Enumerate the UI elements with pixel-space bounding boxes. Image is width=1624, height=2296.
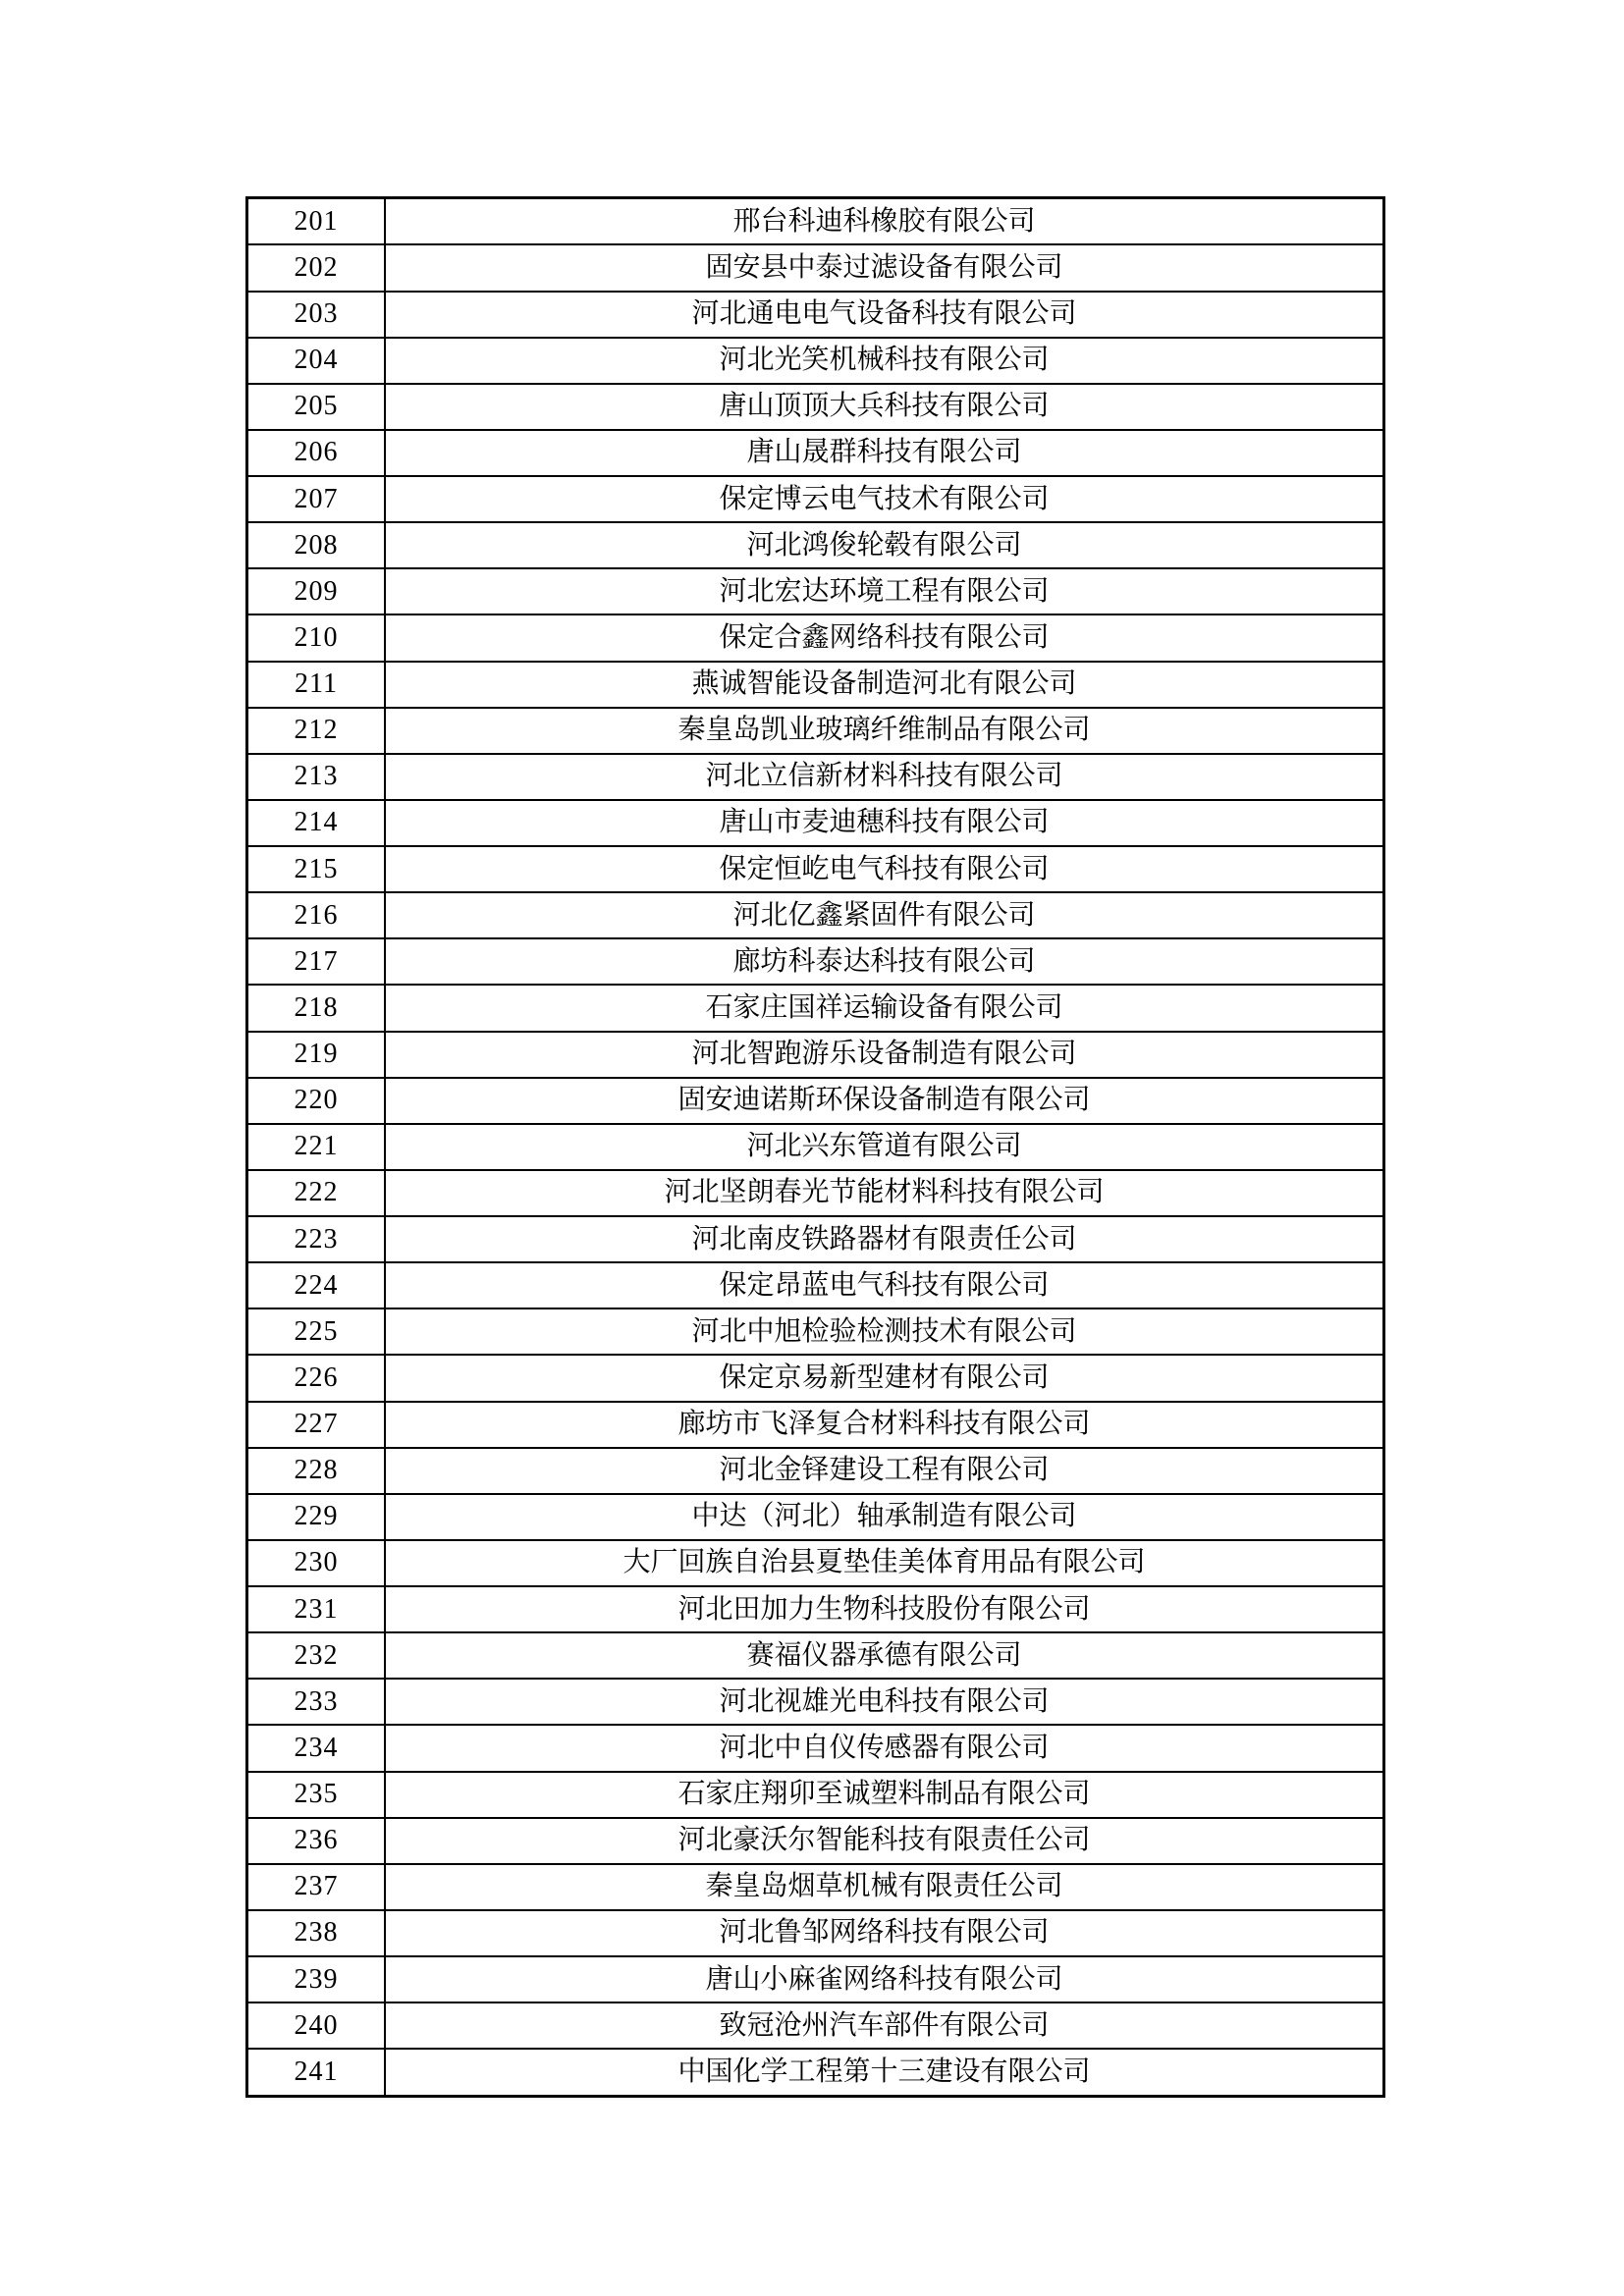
row-number: 211 [247,662,386,708]
table-row [247,708,1384,754]
company-name: 保定昂蓝电气科技有限公司 [385,1262,1384,1308]
company-name: 河北金铎建设工程有限公司 [385,1448,1384,1494]
table-row [247,568,1384,614]
table-row [247,244,1384,291]
company-name: 河北光笑机械科技有限公司 [385,338,1384,384]
row-number: 225 [247,1308,386,1355]
row-number: 230 [247,1540,386,1586]
row-number: 223 [247,1216,386,1262]
company-name: 中国化学工程第十三建设有限公司 [385,2049,1384,2096]
company-name: 石家庄国祥运输设备有限公司 [385,985,1384,1031]
table-row [247,1032,1384,1078]
row-number: 227 [247,1402,386,1448]
row-number: 204 [247,338,386,384]
row-number: 219 [247,1032,386,1078]
company-name: 河北中旭检验检测技术有限公司 [385,1308,1384,1355]
company-name: 唐山市麦迪穗科技有限公司 [385,800,1384,846]
table-row [247,1725,1384,1771]
company-name: 河北坚朗春光节能材料科技有限公司 [385,1170,1384,1216]
table-row [247,1818,1384,1864]
table-row [247,2049,1384,2096]
company-name: 河北中自仪传感器有限公司 [385,1725,1384,1771]
row-number: 208 [247,522,386,568]
company-name: 邢台科迪科橡胶有限公司 [385,198,1384,245]
company-name: 廊坊市飞泽复合材料科技有限公司 [385,1402,1384,1448]
company-name: 赛福仪器承德有限公司 [385,1632,1384,1679]
row-number: 228 [247,1448,386,1494]
table-row [247,1124,1384,1170]
company-name: 唐山小麻雀网络科技有限公司 [385,1956,1384,2002]
company-name: 河北鲁邹网络科技有限公司 [385,1910,1384,1956]
table-row [247,1956,1384,2002]
table-row [247,1308,1384,1355]
row-number: 241 [247,2049,386,2096]
row-number: 234 [247,1725,386,1771]
row-number: 218 [247,985,386,1031]
company-name: 保定恒屹电气科技有限公司 [385,846,1384,892]
table-row [247,614,1384,661]
row-number: 201 [247,198,386,245]
table-row [247,1078,1384,1124]
company-name: 廊坊科泰达科技有限公司 [385,938,1384,985]
table-row [247,1494,1384,1540]
table-row [247,985,1384,1031]
row-number: 235 [247,1772,386,1818]
row-number: 210 [247,614,386,661]
row-number: 222 [247,1170,386,1216]
company-name: 唐山顶顶大兵科技有限公司 [385,384,1384,430]
company-name: 河北南皮铁路器材有限责任公司 [385,1216,1384,1262]
table-row [247,1170,1384,1216]
table-row [247,292,1384,338]
table-row [247,1864,1384,1910]
table-row [247,198,1384,245]
table-row [247,1586,1384,1632]
company-name: 河北亿鑫紧固件有限公司 [385,892,1384,938]
company-name: 保定博云电气技术有限公司 [385,476,1384,522]
row-number: 213 [247,754,386,800]
table-row [247,662,1384,708]
row-number: 217 [247,938,386,985]
row-number: 239 [247,1956,386,2002]
table-row [247,800,1384,846]
company-name: 燕诚智能设备制造河北有限公司 [385,662,1384,708]
table-row [247,1772,1384,1818]
table-row [247,1632,1384,1679]
company-list-table [245,196,1385,2098]
row-number: 240 [247,2002,386,2049]
company-name: 保定合鑫网络科技有限公司 [385,614,1384,661]
company-name: 致冠沧州汽车部件有限公司 [385,2002,1384,2049]
row-number: 232 [247,1632,386,1679]
row-number: 202 [247,244,386,291]
company-name: 河北立信新材料科技有限公司 [385,754,1384,800]
table-row [247,430,1384,476]
row-number: 203 [247,292,386,338]
company-name: 秦皇岛烟草机械有限责任公司 [385,1864,1384,1910]
row-number: 237 [247,1864,386,1910]
row-number: 220 [247,1078,386,1124]
table-row [247,476,1384,522]
row-number: 231 [247,1586,386,1632]
company-name: 河北田加力生物科技股份有限公司 [385,1586,1384,1632]
table-row [247,1355,1384,1401]
row-number: 221 [247,1124,386,1170]
table-row [247,1910,1384,1956]
table-row [247,1448,1384,1494]
table-row [247,1402,1384,1448]
company-name: 唐山晟群科技有限公司 [385,430,1384,476]
row-number: 236 [247,1818,386,1864]
row-number: 226 [247,1355,386,1401]
table-row [247,2002,1384,2049]
company-name: 固安迪诺斯环保设备制造有限公司 [385,1078,1384,1124]
row-number: 205 [247,384,386,430]
table-row [247,938,1384,985]
company-name: 河北宏达环境工程有限公司 [385,568,1384,614]
company-name: 石家庄翔卯至诚塑料制品有限公司 [385,1772,1384,1818]
row-number: 216 [247,892,386,938]
company-name: 河北通电电气设备科技有限公司 [385,292,1384,338]
row-number: 238 [247,1910,386,1956]
company-name: 河北鸿俊轮毂有限公司 [385,522,1384,568]
company-name: 大厂回族自治县夏垫佳美体育用品有限公司 [385,1540,1384,1586]
table-row [247,1216,1384,1262]
table-row [247,338,1384,384]
company-name: 固安县中泰过滤设备有限公司 [385,244,1384,291]
row-number: 233 [247,1679,386,1725]
table-row [247,754,1384,800]
table-row [247,1262,1384,1308]
company-name: 秦皇岛凯业玻璃纤维制品有限公司 [385,708,1384,754]
row-number: 209 [247,568,386,614]
row-number: 215 [247,846,386,892]
company-name: 河北兴东管道有限公司 [385,1124,1384,1170]
company-list-body [247,198,1384,2097]
company-name: 河北豪沃尔智能科技有限责任公司 [385,1818,1384,1864]
company-name: 保定京易新型建材有限公司 [385,1355,1384,1401]
row-number: 224 [247,1262,386,1308]
table-row [247,846,1384,892]
table-row [247,892,1384,938]
row-number: 229 [247,1494,386,1540]
table-row [247,384,1384,430]
row-number: 206 [247,430,386,476]
row-number: 207 [247,476,386,522]
row-number: 212 [247,708,386,754]
table-row [247,1540,1384,1586]
company-name: 河北智跑游乐设备制造有限公司 [385,1032,1384,1078]
table-row [247,522,1384,568]
table-row [247,1679,1384,1725]
company-name: 中达（河北）轴承制造有限公司 [385,1494,1384,1540]
company-name: 河北视雄光电科技有限公司 [385,1679,1384,1725]
row-number: 214 [247,800,386,846]
